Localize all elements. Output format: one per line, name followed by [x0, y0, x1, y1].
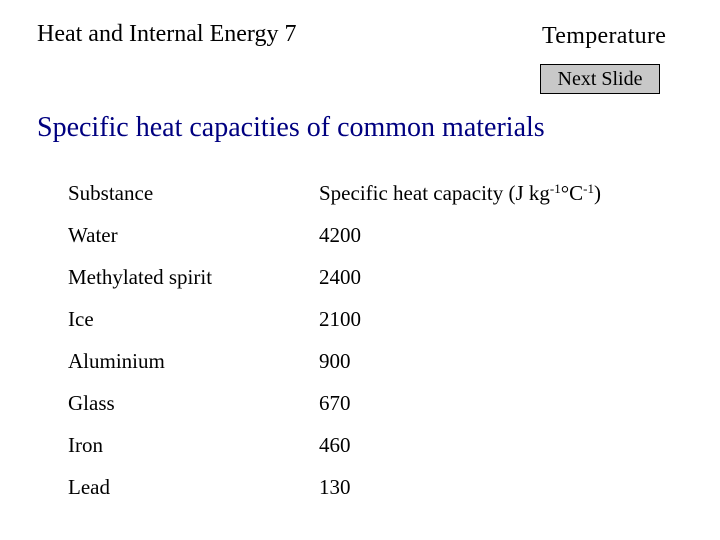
- capacity-header-suffix: ): [594, 180, 601, 205]
- table-row: [68, 382, 601, 424]
- substance-column-header: Substance: [68, 180, 154, 205]
- header-right-title: Temperature: [542, 23, 667, 49]
- capacity-header-exponent-kg: -1: [549, 180, 561, 196]
- table-row: [68, 340, 601, 382]
- table-row: [68, 214, 601, 256]
- capacity-cell: 900: [319, 348, 351, 373]
- substance-cell: Water: [68, 222, 118, 247]
- capacity-header-degree-unit: °C: [560, 180, 584, 205]
- substance-cell: Glass: [68, 390, 115, 415]
- capacity-cell: 2100: [319, 306, 361, 331]
- table-row: [68, 466, 601, 508]
- substance-cell: Methylated spirit: [68, 264, 213, 289]
- capacity-cell: 670: [319, 390, 351, 415]
- table-row: [68, 424, 601, 466]
- substance-cell: Lead: [68, 474, 110, 499]
- substance-cell: Aluminium: [68, 348, 165, 373]
- capacity-cell: 460: [319, 432, 351, 457]
- capacity-cell: 130: [319, 474, 351, 499]
- capacity-cell: 4200: [319, 222, 361, 247]
- capacity-header-exponent-degree: -1: [583, 180, 594, 196]
- slide-title: Specific heat capacities of common materials: [37, 112, 545, 143]
- table-header-row: [68, 172, 601, 214]
- header-left-title: Heat and Internal Energy 7: [37, 21, 297, 47]
- capacity-column-header: [319, 172, 601, 214]
- capacity-header-prefix: Specific heat capacity (J kg: [319, 180, 550, 205]
- table-row: [68, 256, 601, 298]
- specific-heat-table: [68, 172, 601, 508]
- table-row: [68, 298, 601, 340]
- substance-cell: Ice: [68, 306, 94, 331]
- capacity-cell: 2400: [319, 264, 361, 289]
- next-slide-button[interactable]: Next Slide: [540, 64, 660, 94]
- substance-cell: Iron: [68, 432, 103, 457]
